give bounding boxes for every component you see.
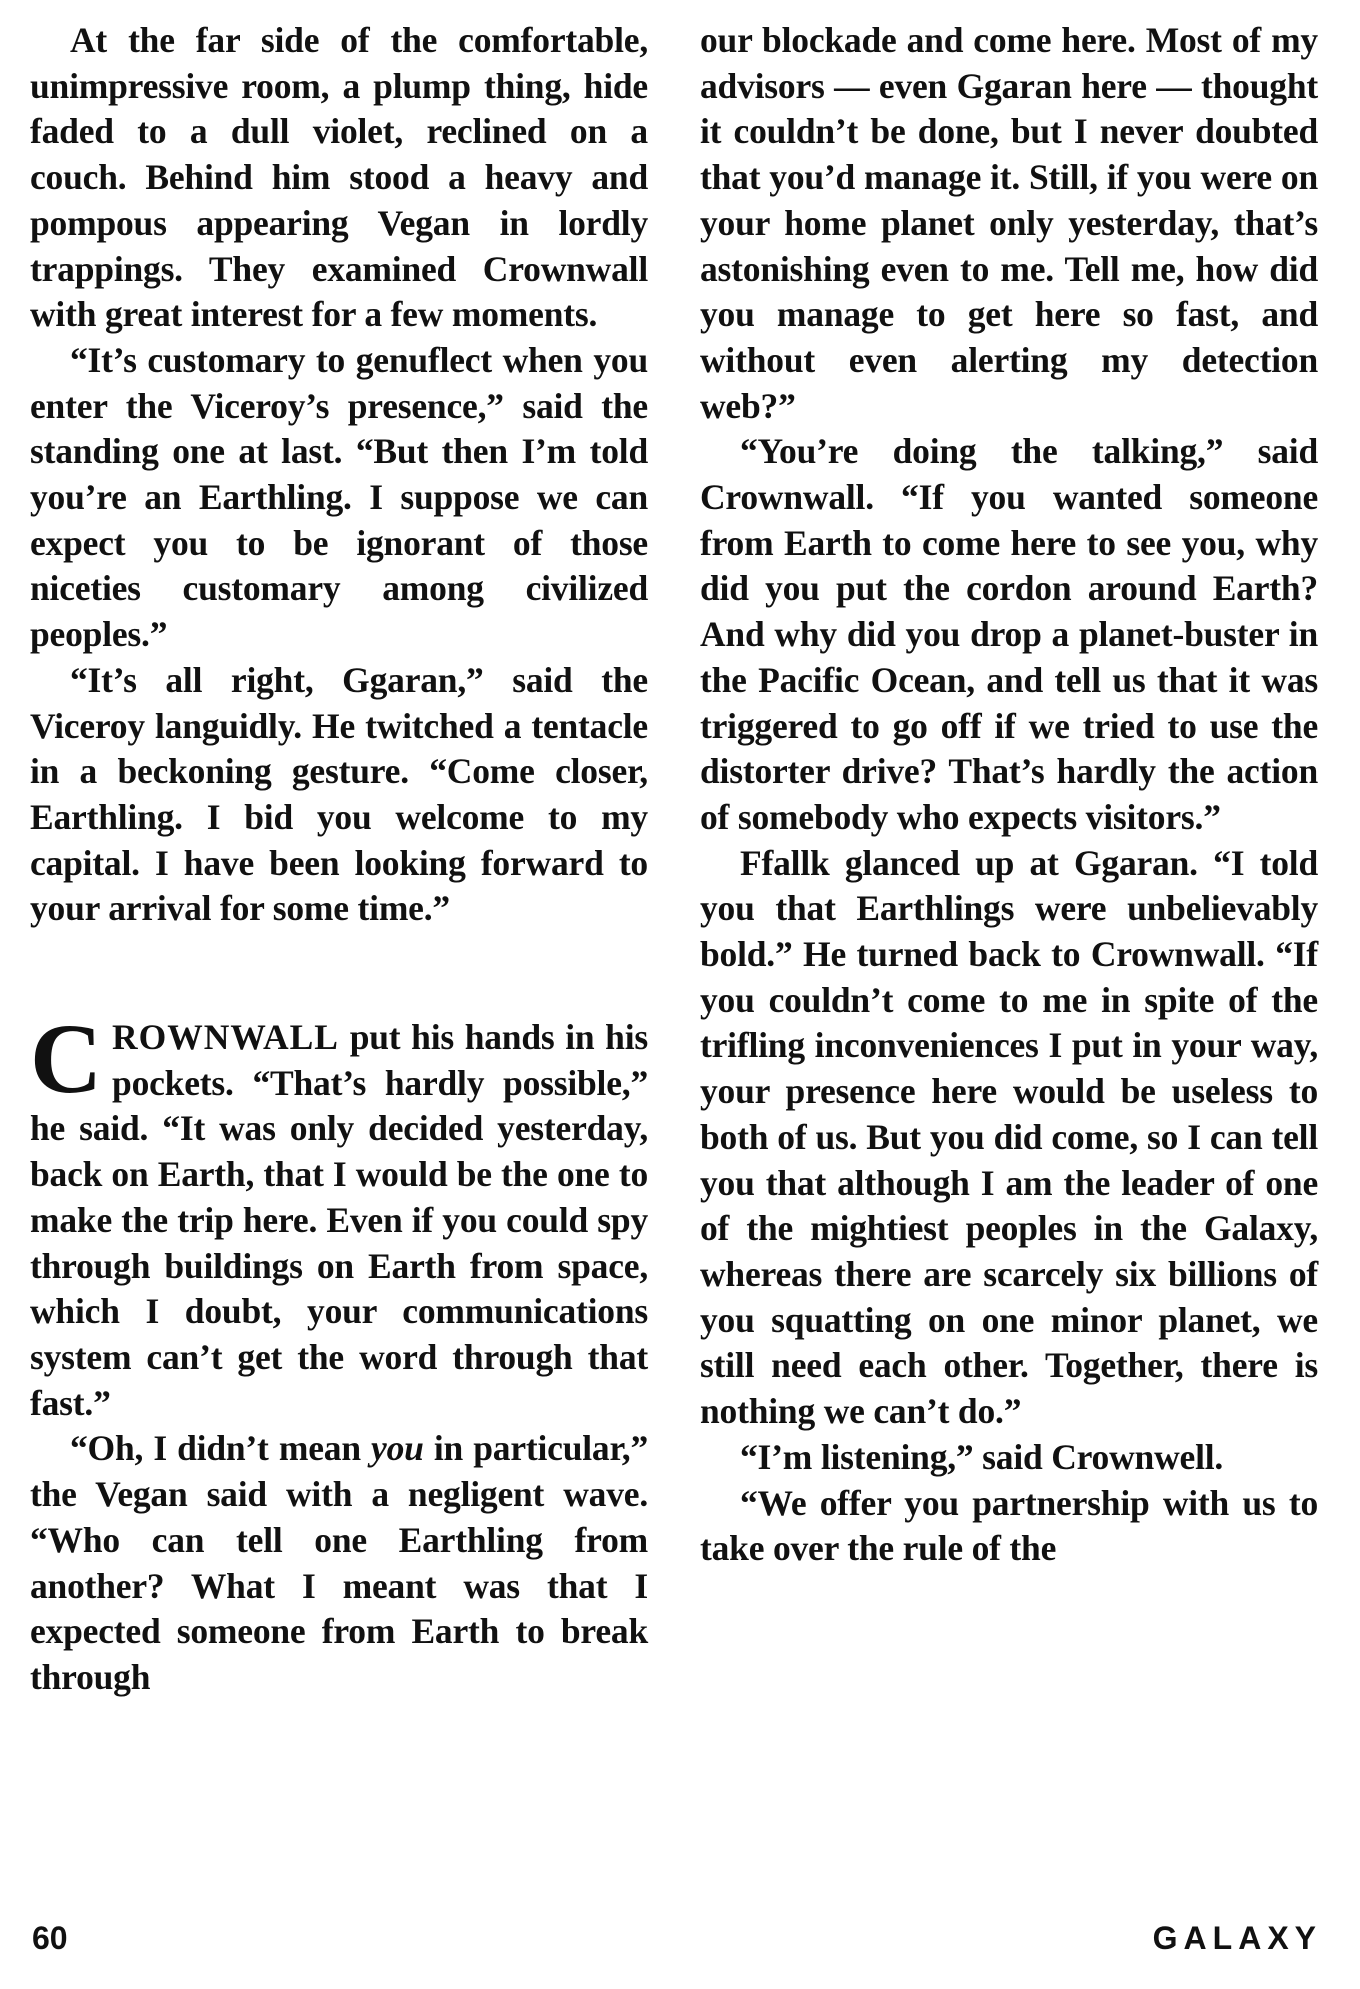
paragraph: “It’s customary to genuflect when you enter the Viceroy’s presence,” said the standing one at last. “But then I’m told you’re an Earthling. I suppose we can expect you to be ignorant of those niceties customary among civilized peoples.” <box>30 339 648 655</box>
paragraph-text: “Oh, I didn’t mean <box>70 1428 372 1469</box>
paragraph: “I’m listening,” said Crownwell. <box>740 1436 1224 1477</box>
paragraph-continued: our blockade and come here. Most of my advisors — even Ggaran here — thought it couldn’t be done, but I never doubted that you’d manage it. Still, if you were on your home planet only yesterday, that’s astonishing even to me. Tell me, how did you manage to get here so fast, and without even alerting my detection web?” <box>700 20 1318 426</box>
paragraph: “It’s all right, Ggaran,” said the Viceroy languidly. He twitched a tentacle in a beckoning gesture. “Come closer, Earthling. I bid you welcome to my capital. I have been looking forward to your arrival for some time.” <box>30 659 648 929</box>
drop-cap: C <box>30 1003 103 1115</box>
section-break <box>30 932 648 1015</box>
paragraph: Ffallk glanced up at Ggaran. “I told you that Earthlings were unbelievably bold.” He turned back to Crownwall. “If you couldn’t come to me in spite of the trifling inconveniences I put in your way, your presence here would be useless to both of us. But you did come, so I can tell you that although I am the leader of one of the mightiest peoples in the Galaxy, whereas there are scarcely six billions of you squatting on one minor planet, we still need each other. Together, there is nothing we can’t do.” <box>700 842 1318 1432</box>
paragraph <box>30 1426 648 1700</box>
paragraph-text: put his hands in his pockets. “That’s hardly possible,” he said. “It was only decided yesterday, back on Earth, that I would be the one to make the trip here. Even if you could spy through buildings on Earth from space, which I doubt, your communications system can’t get the word through that fast.” <box>30 1017 648 1423</box>
page-number: 60 <box>32 1920 68 1956</box>
running-footer-magazine: GALAXY <box>1152 1920 1322 1956</box>
paragraph: “You’re doing the talking,” said Crownwall. “If you wanted someone from Earth to come here to see you, why did you put the cordon around Earth? And why did you drop a planet-buster in the Pacific Ocean, and tell us that it was triggered to go off if we tried to use the distorter drive? That’s hardly the action of somebody who expects visitors.” <box>700 431 1318 837</box>
left-column <box>30 18 648 1701</box>
paragraph: At the far side of the comfortable, unimpressive room, a plump thing, hide faded to a dull violet, reclined on a couch. Behind him stood a heavy and pompous appearing Vegan in lordly trappings. They examined Crownwall with great interest for a few moments. <box>30 20 648 335</box>
smallcaps-lead: ROWNWALL <box>112 1017 339 1058</box>
paragraph: “We offer you partnership with us to take over the rule of the <box>700 1482 1318 1569</box>
emphasis-text: you <box>371 1428 424 1469</box>
right-column <box>700 18 1318 1572</box>
paragraph-text: in particular,” the Vegan said with a negligent wave. “Who can tell one Earthling from another? What I meant was that I expected someone from Earth to break through <box>30 1428 648 1697</box>
paragraph-section-start <box>30 1003 648 1426</box>
